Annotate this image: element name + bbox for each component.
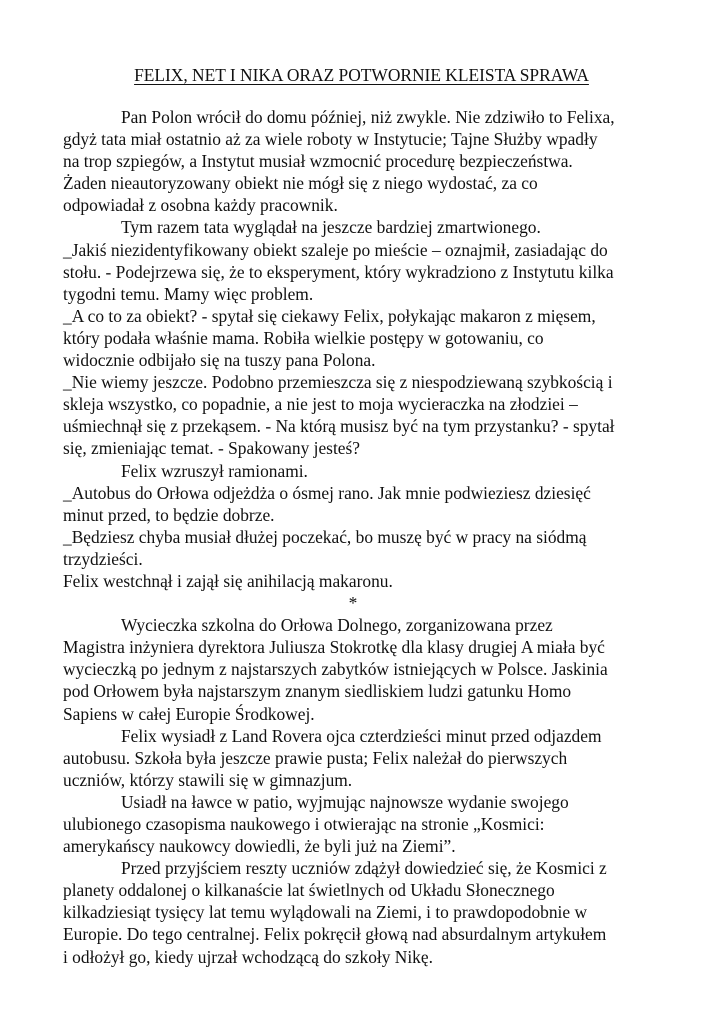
text-line: wycieczką po jednym z najstarszych zabytków istniejących w Polsce. Jaskinia <box>63 659 608 680</box>
text-line: Wycieczka szkolna do Orłowa Dolnego, zorganizowana przez <box>121 615 553 636</box>
text-line: i odłożył go, kiedy ujrzał wchodzącą do szkoły Nikę. <box>63 946 433 967</box>
text-line: uczniów, którzy stawili się w gimnazjum. <box>63 769 353 790</box>
text-line: Tym razem tata wyglądał na jeszcze bardziej zmartwionego. <box>121 217 541 238</box>
text-line: skleja wszystko, co popadnie, a nie jest to moja wycieraczka na złodziei – <box>63 394 578 415</box>
text-line: który podała właśnie mama. Robiła wielkie postępy w gotowaniu, co <box>63 327 544 348</box>
text-line: Pan Polon wrócił do domu później, niż zwykle. Nie zdziwiło to Felixa, <box>121 107 615 127</box>
text-line: trzydzieści. <box>63 548 143 569</box>
text-line: _A co to za obiekt? - spytał się ciekawy Felix, połykając makaron z mięsem, <box>63 305 596 326</box>
text-line: gdyż tata miał ostatnio aż za wiele roboty w Instytucie; Tajne Służby wpadły <box>63 129 598 150</box>
text-line: Usiadł na ławce w patio, wyjmując najnowsze wydanie swojego <box>121 791 569 812</box>
text-line: tygodni temu. Mamy więc problem. <box>63 283 314 304</box>
text-line: się, zmieniając temat. - Spakowany jesteś? <box>63 438 360 459</box>
text-line: _Nie wiemy jeszcze. Podobno przemieszcza się z niespodziewaną szybkością i <box>63 372 613 393</box>
text-line: Felix wzruszył ramionami. <box>121 460 308 481</box>
text-line: stołu. - Podejrzewa się, że to eksperyment, który wykradziono z Instytutu kilka <box>63 261 614 282</box>
text-line: Europie. Do tego centralnej. Felix pokręcił głową nad absurdalnym artykułem <box>63 924 607 945</box>
document-title: FELIX, NET I NIKA ORAZ POTWORNIE KLEISTA SPRAWA <box>134 65 589 85</box>
text-line: na trop szpiegów, a Instytut musiał wzmocnić procedurę bezpieczeństwa. <box>63 151 573 172</box>
text-line: ulubionego czasopisma naukowego i otwierając na stronie „Kosmici: <box>63 814 545 834</box>
text-line: minut przed, to będzie dobrze. <box>63 504 275 525</box>
document-body <box>63 106 673 968</box>
text-line: Żaden nieautoryzowany obiekt nie mógł się z niego wydostać, za co <box>63 173 538 194</box>
text-line: Magistra inżyniera dyrektora Juliusza Stokrotkę dla klasy drugiej A miała być <box>63 637 605 658</box>
text-line: Sapiens w całej Europie Środkowej. <box>63 703 315 724</box>
text-line: pod Orłowem była najstarszym znanym siedliskiem ludzi gatunku Homo <box>63 681 572 702</box>
text-line: odpowiadał z osobna każdy pracownik. <box>63 195 338 216</box>
text-line: uśmiechnął się z przekąsem. - Na którą musisz być na tym przystanku? - spytał <box>63 416 615 437</box>
text-line: autobusu. Szkoła była jeszcze prawie pusta; Felix należał do pierwszych <box>63 747 568 768</box>
text-line: Felix wysiadł z Land Rovera ojca czterdzieści minut przed odjazdem <box>121 725 602 746</box>
text-line: _Będziesz chyba musiał dłużej poczekać, bo muszę być w pracy na siódmą <box>63 526 587 547</box>
text-line: Przed przyjściem reszty uczniów zdążył dowiedzieć się, że Kosmici z <box>121 858 607 879</box>
text-line: kilkadziesiąt tysięcy lat temu wylądowali na Ziemi, i to prawdopodobnie w <box>63 902 588 923</box>
text-line: amerykańscy naukowcy dowiedli, że byli już na Ziemi”. <box>63 836 456 857</box>
text-line: _Autobus do Orłowa odjeżdża o ósmej rano. Jak mnie podwieziesz dziesięć <box>63 482 591 503</box>
text-line: widocznie odbijało się na tuszy pana Polona. <box>63 350 376 371</box>
text-line: planety oddalonej o kilkanaście lat świetlnych od Układu Słonecznego <box>63 880 555 901</box>
section-separator: * <box>348 593 358 614</box>
text-line: _Jakiś niezidentyfikowany obiekt szaleje po mieście – oznajmił, zasiadając do <box>63 239 608 260</box>
text-line: Felix westchnął i zajął się anihilacją makaronu. <box>63 570 393 591</box>
